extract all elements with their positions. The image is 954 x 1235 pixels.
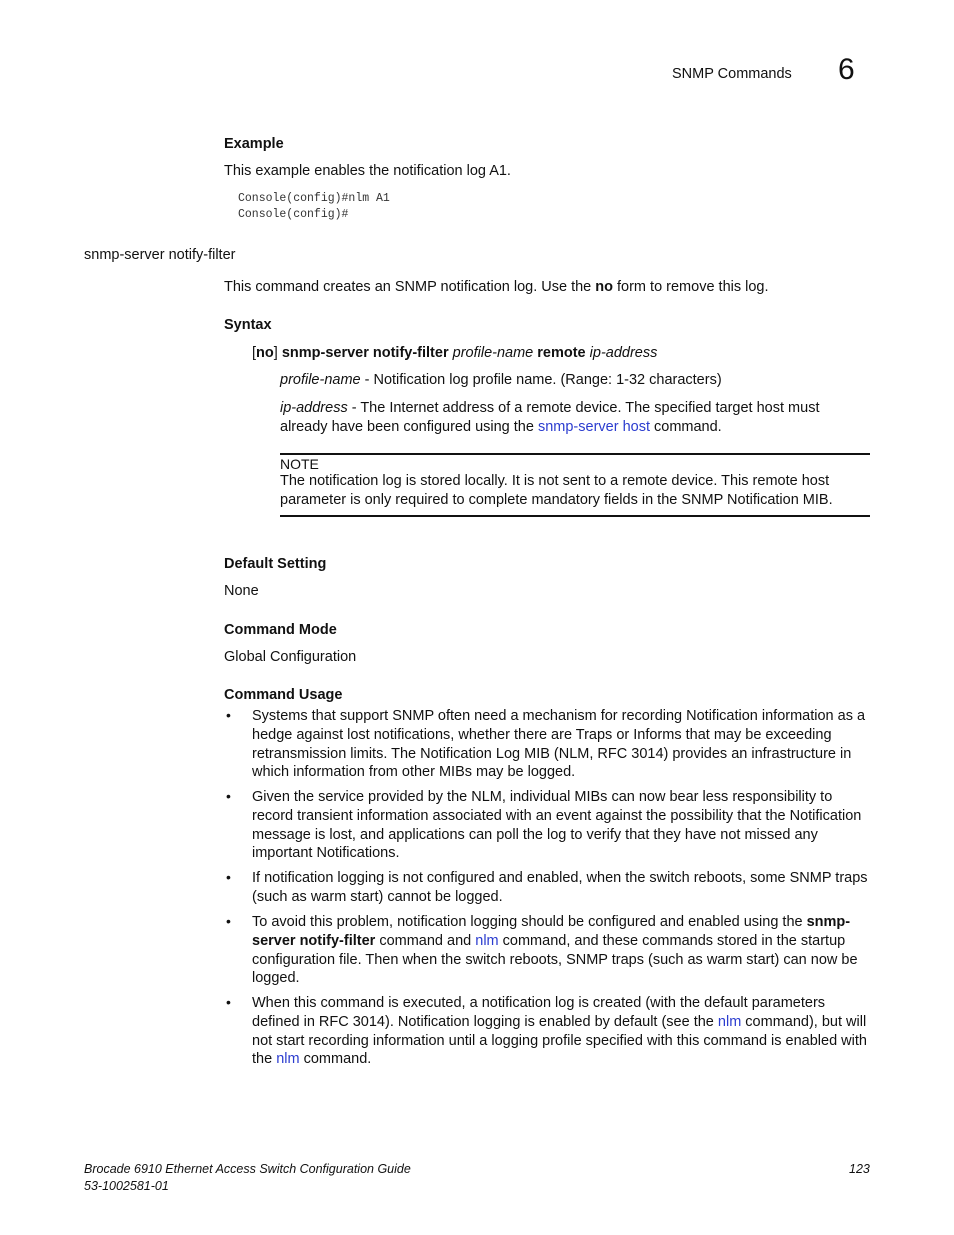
bullet-icon: •: [226, 869, 231, 885]
bullet-icon: •: [226, 707, 231, 723]
syntax-heading: Syntax: [224, 317, 272, 333]
command-title: snmp-server notify-filter: [84, 247, 236, 263]
link-nlm[interactable]: nlm: [717, 1013, 742, 1030]
running-header: SNMP Commands: [672, 66, 792, 82]
bullet-icon: •: [226, 788, 231, 804]
command-mode-heading: Command Mode: [224, 622, 337, 638]
syntax-line: [no] snmp-server notify-filter profile-name remote ip-address: [252, 345, 658, 361]
usage-item-1: Systems that support SNMP often need a mechanism for recording Notification information as a hedge against lost notifications, whether there are Traps or Informs that may be exceeding retransmission limits. The Notification Log MIB (NLM, RFC 3014) provides an infrastructure in which information from other MIBs may be logged.: [252, 708, 866, 781]
default-setting-value: None: [224, 583, 259, 599]
link-nlm[interactable]: nlm: [276, 1051, 300, 1068]
param-profile-name: profile-name - Notification log profile name. (Range: 1-32 characters): [280, 372, 722, 388]
default-setting-heading: Default Setting: [224, 556, 327, 572]
bullet-icon: •: [226, 913, 231, 929]
usage-item-3: If notification logging is not configured and enabled, when the switch reboots, some SNMP traps (such as warm start) cannot be logged.: [252, 870, 868, 905]
example-text: This example enables the notification log A1.: [224, 163, 511, 179]
footer-title: Brocade 6910 Ethernet Access Switch Configuration Guide: [84, 1162, 411, 1176]
page-number: 123: [849, 1162, 870, 1176]
note-bottom-rule: [280, 515, 870, 517]
bullet-icon: •: [226, 994, 231, 1010]
command-usage-heading: Command Usage: [224, 687, 343, 703]
note-label: NOTE: [280, 456, 319, 472]
chapter-number: 6: [838, 53, 855, 86]
link-nlm[interactable]: nlm: [475, 932, 499, 949]
footer-doc-id: 53-1002581-01: [84, 1179, 169, 1193]
link-snmp-server-host[interactable]: snmp-server host: [537, 419, 650, 435]
usage-item-4: To avoid this problem, notification logging should be configured and enabled using the snmp-server notify-filter command and nlm command, and these commands stored in the startup configuration file. Then when the switch reboots, SNMP traps (such as warm start) can now be logged.: [252, 914, 858, 987]
usage-item-5: When this command is executed, a notification log is created (with the default parameters defined in RFC 3014). Notification logging is enabled by default (see the nlm command), but will not start recording information until a logging profile specified with this command is enabled with the nlm command.: [252, 995, 867, 1068]
note-text: The notification log is stored locally. It is not sent to a remote device. This remote host parameter is only required to complete mandatory fields in the SNMP Notification MIB.: [280, 473, 833, 508]
command-description: This command creates an SNMP notification log. Use the no form to remove this log.: [224, 279, 769, 295]
param-ip-address: ip-address - The Internet address of a remote device. The specified target host must already have been configured using the snmp-server host command.: [280, 400, 820, 435]
usage-item-2: Given the service provided by the NLM, individual MIBs can now bear less responsibility to record transient information associated with an event against the possibility that the Notification message is lost, and applications can poll the log to verify that they have not missed any important Notifications.: [252, 789, 862, 862]
example-heading: Example: [224, 136, 284, 152]
code-line-1: Console(config)#nlm A1: [238, 192, 390, 205]
command-mode-value: Global Configuration: [224, 649, 357, 665]
code-line-2: Console(config)#: [238, 208, 349, 221]
note-top-rule: [280, 453, 870, 455]
